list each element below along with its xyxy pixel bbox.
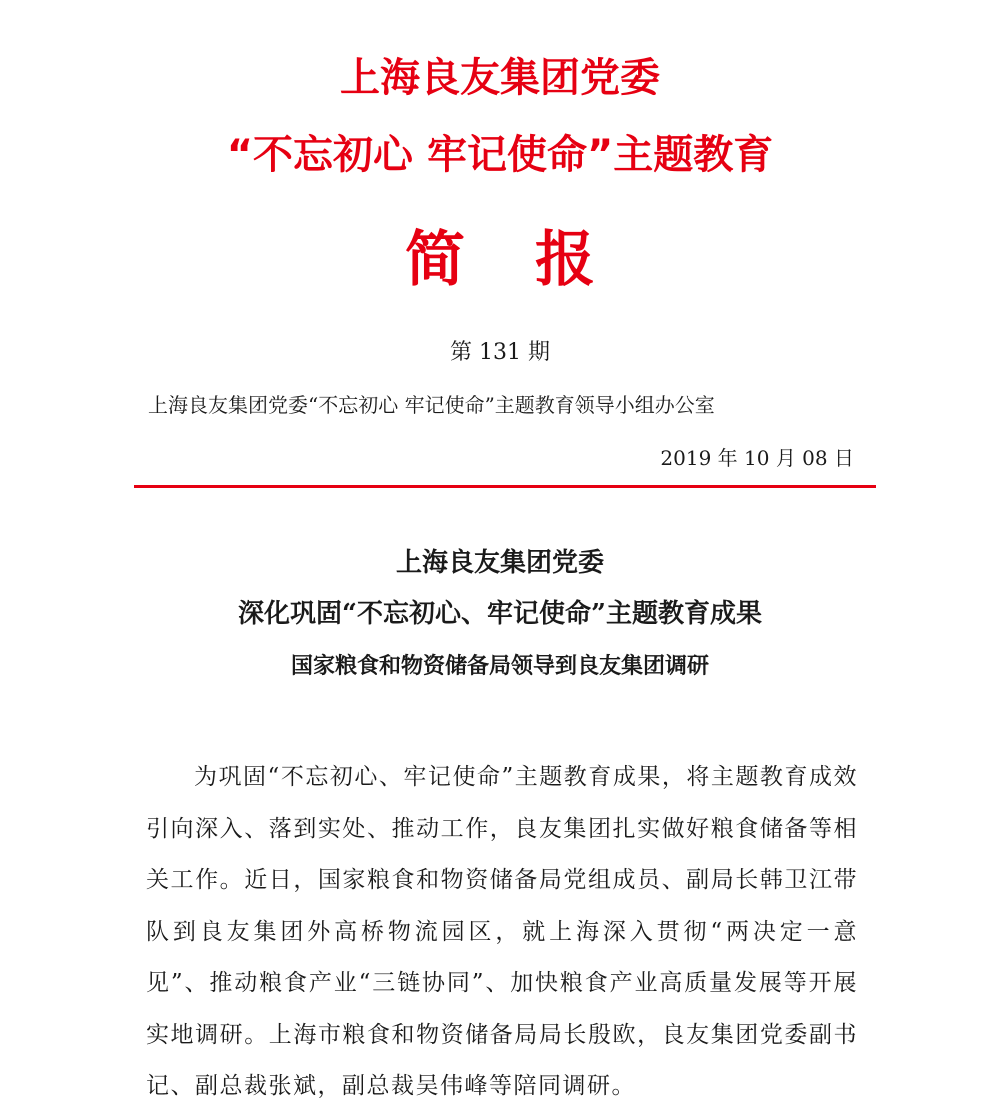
issue-date: 2019 年 10 月 08 日: [660, 446, 854, 470]
article-body-paragraph: 为巩固“不忘初心、牢记使命”主题教育成果，将主题教育成效引向深入、落到实处、推动工作，良友集团扎实做好粮食储备等相关工作。近日，国家粮食和物资储备局党组成员、副局长韩卫江带队到良友集团外高桥物流园区，就上海深入贯彻“两决定一意见”、推动粮食产业“三链协同”、加快粮食产业高质量发展等开展实地调研。上海市粮食和物资储备局局长殷欧，良友集团党委副书记、副总裁张斌，副总裁吴伟峰等陪同调研。: [146, 764, 858, 1099]
org-title: 上海良友集团党委: [340, 55, 660, 101]
theme-title: “不忘初心 牢记使命”主题教育: [226, 132, 774, 178]
issuer-line: 上海良友集团党委“不忘初心 牢记使命”主题教育领导小组办公室: [148, 393, 715, 417]
article-headline-org: 上海良友集团党委: [395, 548, 604, 578]
issue-number: 第 131 期: [450, 340, 550, 365]
article-headline-main: 深化巩固“不忘初心、牢记使命”主题教育成果: [238, 599, 762, 629]
bulletin-title: 简报: [405, 225, 665, 295]
article-headline-sub: 国家粮食和物资储备局领导到良友集团调研: [290, 653, 709, 679]
red-divider: [134, 485, 876, 488]
